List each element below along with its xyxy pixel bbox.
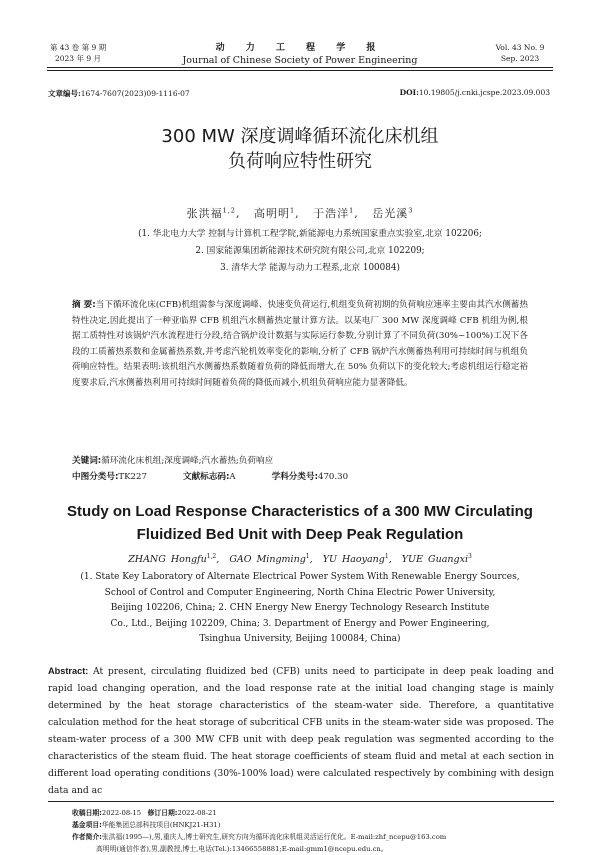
- author-en-sup: 1: [305, 553, 310, 560]
- abstract-en-text: At present, circulating fluidized bed (CFB) units need to participate in deep peak loading and rapid load changing operation, and the load response rate at the initial load changing stage is mainly determined by the heat storage characteristics of the steam-water side. Therefore, a quantitative calculation method for the heat storage of subcritical CFB units in the steam-water side was proposed. The steam-water process of a 300 MW CFB unit with deep peak regulation was segmented according to the characteristics of the steam fluid. The heat storage coefficients of steam fluid and metal at each section in different load operating conditions (30%-100% load) were calculated respectively by combining with design data and ac: [48, 666, 554, 796]
- header-date-cn: 2023 年 9 月: [54, 54, 101, 63]
- affiliation-en-line: Beijing 102206, China; 2. CHN Energy New Energy Technology Research Institute: [110, 603, 490, 613]
- header-volume-issue-cn: [48, 42, 108, 64]
- footnote-corresponding: [72, 843, 552, 855]
- header-volume-en: Vol. 43 No. 9: [495, 43, 545, 52]
- author-en: ZHANG Hongfu: [128, 554, 207, 566]
- affiliation-en-line: Co., Ltd., Beijing 102209, China; 3. Department of Energy and Power Engineering,: [110, 618, 490, 629]
- journal-name-cn: 动 力 工 程 学 报: [215, 43, 385, 53]
- author-cn-sup: 1: [289, 206, 296, 215]
- footnote-rule: [48, 801, 554, 802]
- affiliation-en-line: Tsinghua University, Beijing 100084, China): [199, 634, 401, 644]
- title-en-line1: Study on Load Response Characteristics of a 300 MW Circulating: [67, 503, 533, 520]
- article-number-value: 1674-7607(2023)09-1116-07: [80, 89, 190, 98]
- author-bio-text: 张洪福(1995—),男,重庆人,博士研究生,研究方向为循环流化床机组灵活运行优化。E-mail:zhf_ncepu@163.com: [101, 833, 447, 841]
- received-label: 收稿日期:: [72, 809, 102, 817]
- keywords-cn: [72, 454, 528, 466]
- author-en-sup: 1,2: [206, 553, 217, 560]
- abstract-cn: [72, 298, 528, 391]
- fund-text: 华能集团总部科技项目(HNKJ21-H31): [101, 821, 221, 829]
- keywords-cn-label: 关键词:: [72, 456, 102, 466]
- doi-label: DOI:: [399, 88, 419, 97]
- header-rule-thin: [47, 70, 553, 71]
- author-cn-sup: 1,2: [222, 206, 236, 215]
- abstract-en: [48, 663, 554, 799]
- author-cn-sup: 3: [408, 206, 414, 215]
- received-date: 2022-08-15: [101, 809, 142, 817]
- author-en: YU Haoyang: [322, 554, 385, 566]
- author-en: YUE Guangxi: [401, 554, 468, 566]
- affiliation-en-line: School of Control and Computer Engineering, North China Electric Power University,: [104, 587, 496, 598]
- affiliation-cn-line: 3. 清华大学 能源与动力工程系,北京 100084): [220, 263, 400, 273]
- author-en-sup: 3: [467, 553, 472, 560]
- header-volume-issue-en: [490, 42, 550, 64]
- abstract-en-label: Abstract:: [48, 666, 89, 676]
- doi: [400, 88, 550, 97]
- header-volume-cn: 第 43 卷 第 9 期: [49, 43, 107, 52]
- subject-code-label: 学科分类号:: [271, 472, 318, 482]
- classification-cn: [72, 470, 528, 482]
- author-cn: 岳光溪: [372, 207, 409, 220]
- title-en: [0, 500, 600, 546]
- journal-header: [150, 40, 450, 66]
- author-en-sup: 1: [384, 553, 389, 560]
- footnote-dates: [72, 807, 552, 819]
- affiliation-en-line: (1. State Key Laboratory of Alternate Electrical Power System With Renewable Energy Sources,: [80, 572, 520, 582]
- title-cn-line2: 负荷响应特性研究: [228, 151, 372, 172]
- clc-label: 中图分类号:: [72, 472, 119, 482]
- revised-date: 2022-08-21: [177, 809, 217, 817]
- author-en: GAO Mingming: [229, 554, 306, 566]
- affiliation-cn-line: (1. 华北电力大学 控制与计算机工程学院,新能源电力系统国家重点实验室,北京 102206;: [138, 229, 482, 239]
- footnote-fund: [72, 819, 552, 831]
- clc-value: TK227: [118, 472, 147, 482]
- title-cn-line1: 300 MW 深度调峰循环流化床机组: [161, 126, 439, 147]
- author-cn: 于浩洋: [313, 207, 350, 220]
- doc-code-value: A: [229, 472, 236, 482]
- abstract-cn-text: 当下循环流化床(CFB)机组需参与深度调峰、快速变负荷运行,机组变负荷初期的负荷响应速率主要由其汽水侧蓄热特性决定,因此提出了一种亚临界 CFB 机组汽水侧蓄热定量计算方法。以某电厂 300 MW 深度调峰 CFB 机组为例,根据工质特性对该锅炉汽水流程进行分段,结合锅炉设计数据与实际运行参数,分别计算了不同负荷(30%~100%)工况下各段的工质蓄热系数和金属蓄热系数,并考虑汽轮机效率变化的影响,分析了 CFB 锅炉汽水侧蓄热利用可持续时间与机组负荷响应特性。结果表明:该机组汽水侧蓄热系数随着负荷的降低而增大,在 50% 负荷以下的变化较大;考虑机组运行稳定裕度要求后,汽水侧蓄热利用可持续时间随着负荷的降低而减小,机组负荷响应能力显著降低。: [72, 300, 529, 388]
- article-number: [48, 88, 190, 99]
- title-en-line2: Fluidized Bed Unit with Deep Peak Regulation: [136, 526, 464, 543]
- authors-en: ZHANG Hongfu$^{1,2}$, GAO Mingming$^1$, YU Haoyang$^1$, YUE Guangxi$^3$: [128, 553, 472, 566]
- keywords-cn-text: 循环流化床机组;深度调峰;汽水蓄热;负荷响应: [101, 456, 274, 466]
- doi-value: 10.19805/j.cnki.jcspe.2023.09.003: [418, 88, 550, 97]
- affiliation-cn-line: 2. 国家能源集团新能源技术研究院有限公司,北京 102209;: [195, 246, 425, 256]
- journal-name-en: Journal of Chinese Society of Power Engineering: [182, 55, 418, 66]
- header-rule-thick: [47, 67, 553, 68]
- footnote-author: [72, 831, 552, 843]
- fund-label: 基金项目:: [72, 821, 102, 829]
- affiliations-en: [70, 570, 530, 648]
- article-number-label: 文章编号:: [48, 89, 81, 98]
- doc-code-label: 文献标志码:: [182, 472, 230, 482]
- subject-code-value: 470.30: [318, 472, 349, 482]
- abstract-cn-label: 摘 要:: [72, 300, 96, 310]
- affiliations-cn: [60, 226, 560, 277]
- author-cn: 张洪福: [186, 207, 223, 220]
- subject-code: [272, 470, 348, 482]
- author-cn-sup: 1: [349, 206, 355, 215]
- title-cn: [0, 124, 600, 174]
- authors-cn: 张洪福$^{1,2}$, 高明明$^1$, 于浩洋$^1$, 岳光溪$^3$: [186, 206, 414, 220]
- corresponding-text: 高明明(通信作者),男,副教授,博士,电话(Tel.):13466558881;E-mail:gmm1@ncepu.edu.cn。: [96, 845, 388, 853]
- header-date-en: Sep. 2023: [500, 54, 540, 63]
- author-bio-label: 作者简介:: [72, 833, 102, 841]
- document-code: [183, 470, 236, 482]
- revised-label: 修订日期:: [147, 809, 178, 817]
- clc-number: [72, 470, 147, 482]
- author-cn: 高明明: [253, 207, 290, 220]
- footnotes: [72, 807, 552, 855]
